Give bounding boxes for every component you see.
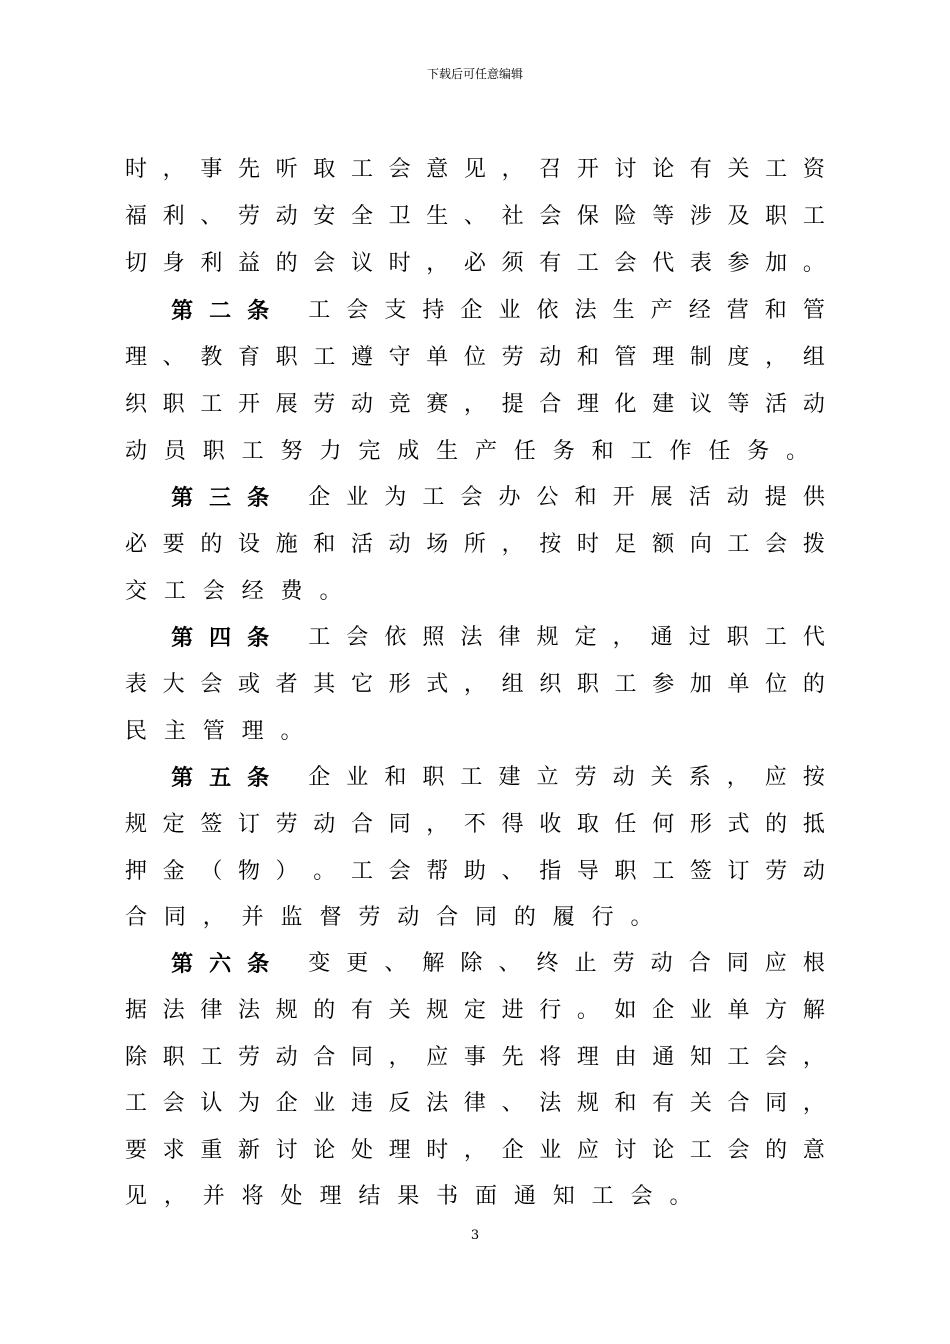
text-line: 切 身 利 益 的 会 议 时 ， 必 须 有 工 会 代 表 参 加 。 — [125, 251, 825, 276]
text-line: 织 职 工 开 展 劳 动 竞 赛 ， 提 合 理 化 建 议 等 活 动 — [125, 392, 825, 417]
page-header-note: 下载后可任意编辑 — [426, 67, 523, 81]
text-line: 第 二 条 工 会 支 持 企 业 依 法 生 产 经 营 和 管 — [171, 298, 825, 324]
text-line: 除 职 工 劳 动 合 同 ， 应 事 先 将 理 由 通 知 工 会 ， — [125, 1045, 825, 1070]
page-number: 3 — [470, 1228, 480, 1243]
text-line: 第 四 条 工 会 依 照 法 律 规 定 ， 通 过 职 工 代 — [171, 625, 825, 651]
text-line: 交 工 会 经 费 。 — [125, 579, 342, 604]
text-line: 合 同 ， 并 监 督 劳 动 合 同 的 履 行 。 — [125, 905, 653, 930]
text-line: 时 ， 事 先 听 取 工 会 意 见 ， 召 开 讨 论 有 关 工 资 — [125, 157, 825, 182]
text-line: 动 员 职 工 努 力 完 成 生 产 任 务 和 工 作 任 务 。 — [125, 439, 809, 464]
text-line: 必 要 的 设 施 和 活 动 场 所 ， 按 时 足 额 向 工 会 拨 — [125, 532, 825, 557]
text-line: 据 法 律 法 规 的 有 关 规 定 进 行 。 如 企 业 单 方 解 — [125, 998, 825, 1023]
text-line: 工 会 认 为 企 业 违 反 法 律 、 法 规 和 有 关 合 同 ， — [125, 1091, 825, 1116]
text-line: 第 六 条 变 更 、 解 除 、 终 止 劳 动 合 同 应 根 — [171, 951, 825, 977]
text-line: 见 ， 并 将 处 理 结 果 书 面 通 知 工 会 。 — [125, 1184, 692, 1209]
text-line: 理 、 教 育 职 工 遵 守 单 位 劳 动 和 管 理 制 度 ， 组 — [125, 345, 825, 370]
text-line: 规 定 签 订 劳 动 合 同 ， 不 得 收 取 任 何 形 式 的 抵 — [125, 812, 825, 837]
text-line: 民 主 管 理 。 — [125, 719, 303, 744]
text-line: 第 三 条 企 业 为 工 会 办 公 和 开 展 活 动 提 供 — [171, 485, 825, 511]
text-line: 押 金 （ 物 ） 。 工 会 帮 助 、 指 导 职 工 签 订 劳 动 — [125, 859, 825, 884]
text-line: 第 五 条 企 业 和 职 工 建 立 劳 动 关 系 ， 应 按 — [171, 765, 825, 791]
text-line: 表 大 会 或 者 其 它 形 式 ， 组 织 职 工 参 加 单 位 的 — [125, 672, 825, 697]
text-line: 要 求 重 新 讨 论 处 理 时 ， 企 业 应 讨 论 工 会 的 意 — [125, 1138, 825, 1163]
text-line: 福 利 、 劳 动 安 全 卫 生 、 社 会 保 险 等 涉 及 职 工 — [125, 204, 825, 229]
